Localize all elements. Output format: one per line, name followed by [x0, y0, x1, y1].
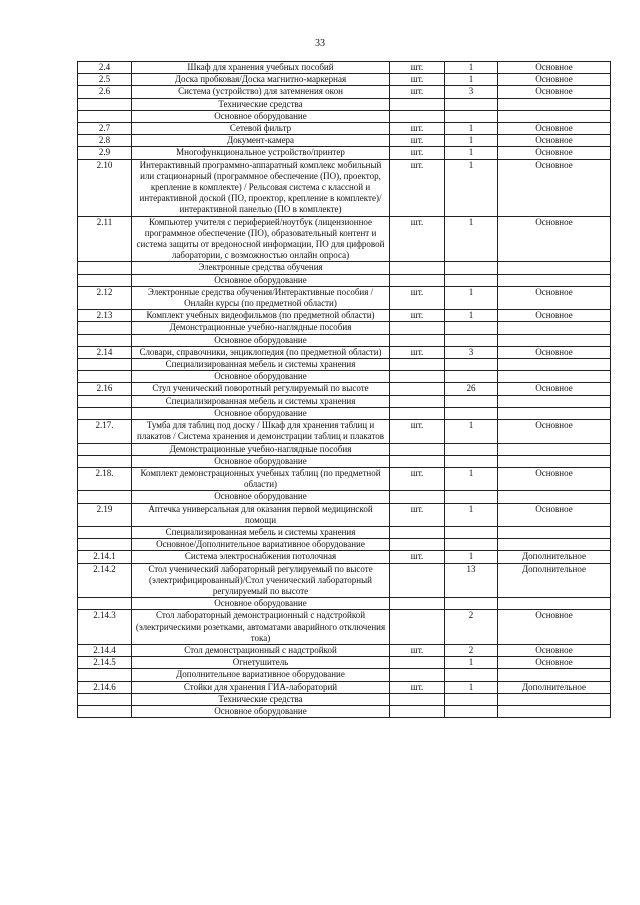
item-name: Комплект учебных видеофильмов (по предметной области): [132, 310, 390, 322]
item-category: Дополнительное: [498, 681, 611, 693]
table-row: [78, 346, 611, 358]
section-title: Основное/Дополнительное вариативное оборудование: [132, 539, 390, 551]
empty-cell: [445, 334, 498, 346]
item-unit: шт.: [390, 467, 445, 490]
item-quantity: 1: [445, 467, 498, 490]
empty-cell: [498, 334, 611, 346]
item-name: Стол демонстрационный с надстройкой: [132, 644, 390, 656]
section-row: [78, 371, 611, 383]
item-unit: шт.: [390, 420, 445, 443]
empty-cell: [390, 407, 445, 419]
item-name: Многофункциональное устройство/принтер: [132, 147, 390, 159]
item-category: Основное: [498, 383, 611, 395]
section-title: Специализированная мебель и системы хранения: [132, 359, 390, 371]
empty-cell: [390, 705, 445, 717]
table-row: [78, 62, 611, 74]
empty-cell: [498, 443, 611, 455]
item-name: Электронные средства обучения/Интерактивные пособия / Онлайн курсы (по предметной области): [132, 286, 390, 309]
row-number: 2.14.2: [78, 563, 132, 598]
empty-cell: [445, 705, 498, 717]
empty-cell: [445, 693, 498, 705]
section-row: [78, 407, 611, 419]
section-row: [78, 539, 611, 551]
item-category: Основное: [498, 610, 611, 645]
section-row: [78, 526, 611, 538]
item-name: Огнетушитель: [132, 657, 390, 669]
row-number: 2.16: [78, 383, 132, 395]
section-row: [78, 443, 611, 455]
section-row: [78, 334, 611, 346]
item-quantity: 2: [445, 610, 498, 645]
item-category: Основное: [498, 346, 611, 358]
section-title: Специализированная мебель и системы хранения: [132, 526, 390, 538]
row-number: 2.18.: [78, 467, 132, 490]
row-number: 2.4: [78, 62, 132, 74]
item-category: Основное: [498, 147, 611, 159]
empty-cell: [445, 491, 498, 503]
section-title: Основное оборудование: [132, 334, 390, 346]
section-title: Основное оборудование: [132, 407, 390, 419]
table-row: [78, 681, 611, 693]
item-unit: шт.: [390, 123, 445, 135]
item-category: Основное: [498, 74, 611, 86]
item-quantity: 1: [445, 62, 498, 74]
table-row: [78, 123, 611, 135]
item-category: Основное: [498, 420, 611, 443]
row-number: 2.14.5: [78, 657, 132, 669]
row-number: 2.14: [78, 346, 132, 358]
item-quantity: 13: [445, 563, 498, 598]
item-name: Интерактивный программно-аппаратный комплекс мобильный или стационарный (программное обеспечение (ПО), проектор, крепление в комплекте) / Рельсовая система с классной и интерактивной доской (ПО, проектор, крепление в комплекте)/ интерактивной панелью (ПО в комплекте): [132, 159, 390, 216]
empty-cell: [445, 455, 498, 467]
item-name: Система электроснабжения потолочная: [132, 551, 390, 563]
item-name: Тумба для таблиц под доску / Шкаф для хранения таблиц и плакатов / Система хранения и демонстрации таблиц и плакатов: [132, 420, 390, 443]
item-quantity: 1: [445, 420, 498, 443]
table-row: [78, 135, 611, 147]
empty-cell: [390, 371, 445, 383]
item-category: Основное: [498, 86, 611, 98]
empty-cell: [445, 322, 498, 334]
empty-cell: [78, 455, 132, 467]
item-unit: шт.: [390, 216, 445, 262]
table-row: [78, 551, 611, 563]
empty-cell: [78, 98, 132, 110]
row-number: 2.9: [78, 147, 132, 159]
row-number: 2.17.: [78, 420, 132, 443]
section-title: Основное оборудование: [132, 455, 390, 467]
section-row: [78, 693, 611, 705]
empty-cell: [78, 526, 132, 538]
table-row: [78, 216, 611, 262]
empty-cell: [78, 359, 132, 371]
empty-cell: [390, 359, 445, 371]
empty-cell: [78, 693, 132, 705]
item-unit: шт.: [390, 159, 445, 216]
empty-cell: [78, 395, 132, 407]
table-row: [78, 159, 611, 216]
empty-cell: [390, 669, 445, 681]
item-quantity: 1: [445, 159, 498, 216]
item-quantity: 1: [445, 657, 498, 669]
section-title: Основное оборудование: [132, 274, 390, 286]
empty-cell: [498, 359, 611, 371]
item-unit: шт.: [390, 346, 445, 358]
section-title: Демонстрационные учебно-наглядные пособия: [132, 443, 390, 455]
empty-cell: [498, 669, 611, 681]
item-name: Стол ученический лабораторный регулируемый по высоте (электрифицированный)/Стол ученический лабораторный регулируемый по высоте: [132, 563, 390, 598]
empty-cell: [390, 526, 445, 538]
empty-cell: [390, 443, 445, 455]
table-row: [78, 310, 611, 322]
item-category: Основное: [498, 62, 611, 74]
item-unit: шт.: [390, 644, 445, 656]
row-number: 2.14.1: [78, 551, 132, 563]
equipment-table-body: [78, 62, 611, 718]
item-unit: [390, 383, 445, 395]
item-category: Основное: [498, 123, 611, 135]
item-unit: шт.: [390, 62, 445, 74]
empty-cell: [390, 395, 445, 407]
empty-cell: [390, 539, 445, 551]
item-category: Основное: [498, 310, 611, 322]
item-quantity: 1: [445, 135, 498, 147]
item-unit: шт.: [390, 310, 445, 322]
row-number: 2.5: [78, 74, 132, 86]
row-number: 2.6: [78, 86, 132, 98]
empty-cell: [498, 539, 611, 551]
table-row: [78, 644, 611, 656]
empty-cell: [445, 407, 498, 419]
empty-cell: [390, 322, 445, 334]
row-number: 2.12: [78, 286, 132, 309]
section-title: Демонстрационные учебно-наглядные пособия: [132, 322, 390, 334]
empty-cell: [445, 359, 498, 371]
item-quantity: 3: [445, 346, 498, 358]
empty-cell: [390, 110, 445, 122]
section-title: Основное оборудование: [132, 705, 390, 717]
row-number: 2.8: [78, 135, 132, 147]
item-unit: шт.: [390, 286, 445, 309]
empty-cell: [445, 274, 498, 286]
empty-cell: [78, 371, 132, 383]
equipment-table: [77, 61, 611, 718]
item-unit: шт.: [390, 74, 445, 86]
empty-cell: [78, 491, 132, 503]
empty-cell: [498, 98, 611, 110]
empty-cell: [498, 491, 611, 503]
item-quantity: 1: [445, 123, 498, 135]
section-row: [78, 669, 611, 681]
table-row: [78, 286, 611, 309]
section-row: [78, 705, 611, 717]
item-quantity: 1: [445, 286, 498, 309]
empty-cell: [390, 98, 445, 110]
item-name: Стул ученический поворотный регулируемый по высоте: [132, 383, 390, 395]
empty-cell: [390, 334, 445, 346]
item-quantity: 1: [445, 681, 498, 693]
item-unit: шт.: [390, 551, 445, 563]
empty-cell: [390, 693, 445, 705]
section-row: [78, 274, 611, 286]
empty-cell: [390, 598, 445, 610]
item-unit: [390, 563, 445, 598]
empty-cell: [445, 539, 498, 551]
item-unit: шт.: [390, 135, 445, 147]
row-number: 2.13: [78, 310, 132, 322]
section-row: [78, 359, 611, 371]
section-row: [78, 491, 611, 503]
empty-cell: [78, 334, 132, 346]
item-category: Основное: [498, 503, 611, 526]
item-quantity: 1: [445, 216, 498, 262]
section-row: [78, 322, 611, 334]
row-number: 2.10: [78, 159, 132, 216]
section-title: Основное оборудование: [132, 598, 390, 610]
empty-cell: [498, 407, 611, 419]
table-row: [78, 467, 611, 490]
empty-cell: [390, 491, 445, 503]
item-quantity: 1: [445, 503, 498, 526]
section-title: Основное оборудование: [132, 491, 390, 503]
table-row: [78, 383, 611, 395]
section-row: [78, 395, 611, 407]
empty-cell: [445, 262, 498, 274]
table-row: [78, 657, 611, 669]
item-name: Шкаф для хранения учебных пособий: [132, 62, 390, 74]
section-row: [78, 262, 611, 274]
item-unit: [390, 610, 445, 645]
empty-cell: [498, 322, 611, 334]
row-number: 2.19: [78, 503, 132, 526]
table-row: [78, 86, 611, 98]
empty-cell: [78, 539, 132, 551]
item-quantity: 1: [445, 310, 498, 322]
empty-cell: [445, 110, 498, 122]
item-unit: шт.: [390, 147, 445, 159]
item-category: Основное: [498, 135, 611, 147]
section-row: [78, 598, 611, 610]
table-row: [78, 147, 611, 159]
section-row: [78, 110, 611, 122]
item-unit: [390, 657, 445, 669]
item-category: Основное: [498, 657, 611, 669]
empty-cell: [498, 371, 611, 383]
empty-cell: [498, 110, 611, 122]
empty-cell: [390, 274, 445, 286]
table-row: [78, 610, 611, 645]
section-title: Технические средства: [132, 693, 390, 705]
item-name: Компьютер учителя с периферией/ноутбук (лицензионное программное обеспечение (ПО), образовательный контент и система защиты от вредоносной информации, ПО для цифровой лаборатории, с возможностью онлайн опроса): [132, 216, 390, 262]
empty-cell: [390, 455, 445, 467]
item-name: Стойки для хранения ГИА-лабораторий: [132, 681, 390, 693]
section-title: Специализированная мебель и системы хранения: [132, 395, 390, 407]
item-name: Документ-камера: [132, 135, 390, 147]
table-row: [78, 420, 611, 443]
row-number: 2.14.6: [78, 681, 132, 693]
item-quantity: 3: [445, 86, 498, 98]
row-number: 2.11: [78, 216, 132, 262]
item-name: Доска пробковая/Доска магнитно-маркерная: [132, 74, 390, 86]
item-name: Аптечка универсальная для оказания первой медицинской помощи: [132, 503, 390, 526]
item-name: Комплект демонстрационных учебных таблиц (по предметной области): [132, 467, 390, 490]
item-category: Основное: [498, 286, 611, 309]
empty-cell: [445, 669, 498, 681]
empty-cell: [78, 262, 132, 274]
item-unit: шт.: [390, 681, 445, 693]
row-number: 2.14.3: [78, 610, 132, 645]
table-row: [78, 74, 611, 86]
section-title: Технические средства: [132, 98, 390, 110]
section-title: Основное оборудование: [132, 371, 390, 383]
item-name: Сетевой фильтр: [132, 123, 390, 135]
section-title: Электронные средства обучения: [132, 262, 390, 274]
item-quantity: 2: [445, 644, 498, 656]
empty-cell: [498, 274, 611, 286]
empty-cell: [78, 322, 132, 334]
item-quantity: 1: [445, 551, 498, 563]
row-number: 2.14.4: [78, 644, 132, 656]
empty-cell: [78, 443, 132, 455]
empty-cell: [78, 407, 132, 419]
empty-cell: [78, 669, 132, 681]
item-category: Дополнительное: [498, 563, 611, 598]
empty-cell: [445, 443, 498, 455]
empty-cell: [498, 455, 611, 467]
row-number: 2.7: [78, 123, 132, 135]
section-row: [78, 98, 611, 110]
empty-cell: [498, 693, 611, 705]
empty-cell: [78, 705, 132, 717]
item-name: Система (устройство) для затемнения окон: [132, 86, 390, 98]
empty-cell: [445, 395, 498, 407]
page-number: 33: [315, 38, 325, 49]
section-title: Дополнительное вариативное оборудование: [132, 669, 390, 681]
item-unit: шт.: [390, 86, 445, 98]
empty-cell: [498, 598, 611, 610]
item-category: Основное: [498, 159, 611, 216]
empty-cell: [498, 262, 611, 274]
empty-cell: [78, 598, 132, 610]
empty-cell: [445, 526, 498, 538]
section-title: Основное оборудование: [132, 110, 390, 122]
empty-cell: [445, 598, 498, 610]
item-name: Словари, справочники, энциклопедия (по предметной области): [132, 346, 390, 358]
empty-cell: [78, 110, 132, 122]
empty-cell: [498, 395, 611, 407]
item-category: Основное: [498, 216, 611, 262]
item-quantity: 1: [445, 147, 498, 159]
empty-cell: [445, 371, 498, 383]
item-category: Основное: [498, 644, 611, 656]
item-category: Основное: [498, 467, 611, 490]
item-quantity: 26: [445, 383, 498, 395]
item-unit: шт.: [390, 503, 445, 526]
item-category: Дополнительное: [498, 551, 611, 563]
empty-cell: [498, 705, 611, 717]
table-row: [78, 563, 611, 598]
table-row: [78, 503, 611, 526]
empty-cell: [78, 274, 132, 286]
item-name: Стол лабораторный демонстрационный с надстройкой (электрическими розетками, автоматами аварийного отключения тока): [132, 610, 390, 645]
empty-cell: [445, 98, 498, 110]
item-quantity: 1: [445, 74, 498, 86]
empty-cell: [390, 262, 445, 274]
empty-cell: [498, 526, 611, 538]
section-row: [78, 455, 611, 467]
